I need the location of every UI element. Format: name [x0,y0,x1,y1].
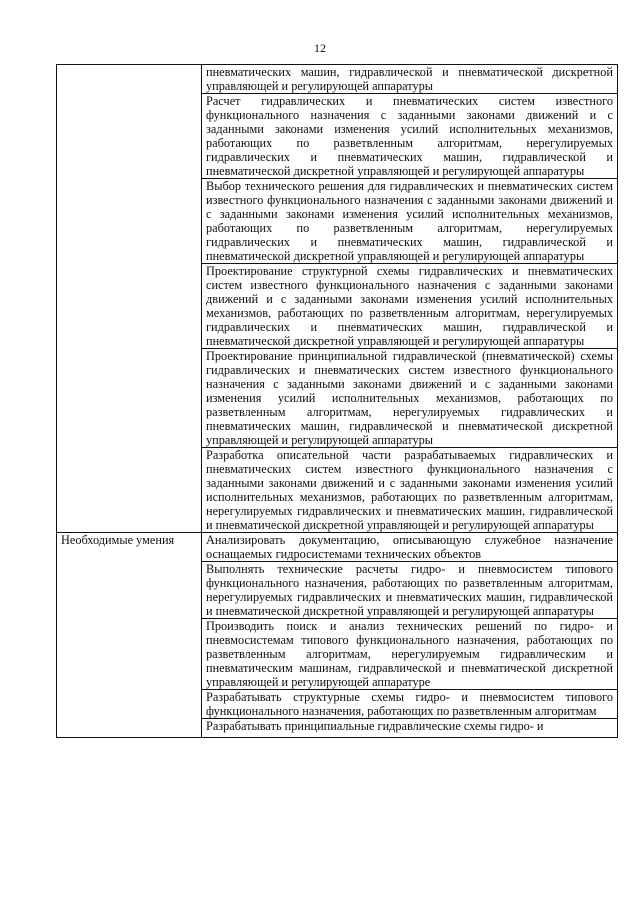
skill-cell: Разрабатывать структурные схемы гидро- и пневмосистем типового функционального назначения, работающих по разветвленным алгоритмам [202,690,618,719]
section-label-cell [57,533,202,738]
table-row [57,65,618,94]
skill-cell: Анализировать документацию, описывающую служебное назначение оснащаемых гидросистемами технических объектов [202,533,618,562]
section-label-cell [57,65,202,533]
labor-action-cell: Выбор технического решения для гидравлических и пневматических систем известного функционального назначения с заданными законами движений и с заданными законами изменения усилий исполнительных механизмов, работающих по разветвленным алгоритмам, нерегулируемых гидравлических и пневматических машин, гидравлической и пневматической дискретной управляющей и регулирующей аппаратуры [202,179,618,264]
skill-cell [202,719,618,738]
competency-table [56,64,618,738]
labor-action-cell: Проектирование принципиальной гидравлической (пневматической) схемы гидравлических и пневматических систем известного функционального назначения с заданными законами движений и с заданными законами изменения усилий исполнительных механизмов, работающих по разветвленным алгоритмам, нерегулируемых гидравлических и пневматических машин, гидравлической и пневматической дискретной управляющей и регулирующей аппаратуры [202,349,618,448]
skill-cell-text: Разрабатывать принципиальные гидравлические схемы гидро- и [206,719,544,733]
skill-cell: Выполнять технические расчеты гидро- и пневмосистем типового функционального назначения, работающих по разветвленным алгоритмам, нерегулируемых гидравлических и пневматических машин, гидравлической и пневматической дискретной управляющей и регулирующей аппаратуры [202,562,618,619]
labor-action-cell: пневматических машин, гидравлической и пневматической дискретной управляющей и регулирующей аппаратуры [202,65,618,94]
labor-action-cell: Расчет гидравлических и пневматических систем известного функционального назначения с заданными законами движений и с заданными законами изменения усилий исполнительных механизмов, работающих по разветвленным алгоритмам, нерегулируемых гидравлических и пневматических машин, гидравлической и пневматической дискретной управляющей и регулирующей аппаратуры [202,94,618,179]
labor-action-cell: Разработка описательной части разрабатываемых гидравлических и пневматических систем известного функционального назначения с заданными законами движений и с заданными законами изменения усилий исполнительных механизмов, работающих по разветвленным алгоритмам, нерегулируемых гидравлических и пневматических машин, гидравлической и пневматической дискретной управляющей и регулирующей аппаратуры [202,448,618,533]
table-row [57,533,618,562]
section-label-skills: Необходимые умения [61,533,175,547]
page-number: 12 [314,41,326,55]
skill-cell: Производить поиск и анализ технических решений по гидро- и пневмосистемам типового функционального назначения, работающих по разветвленным алгоритмам, нерегулируемым гидравлическим и пневматическим машинам, гидравлической и пневматической дискретной управляющей и регулирующей аппаратуре [202,619,618,690]
labor-action-cell: Проектирование структурной схемы гидравлических и пневматических систем известного функционального назначения с заданными законами движений и с заданными законами изменения усилий исполнительных механизмов, работающих по разветвленным алгоритмам, нерегулируемых гидравлических и пневматических машин, гидравлической и пневматической дискретной управляющей и регулирующей аппаратуры [202,264,618,349]
